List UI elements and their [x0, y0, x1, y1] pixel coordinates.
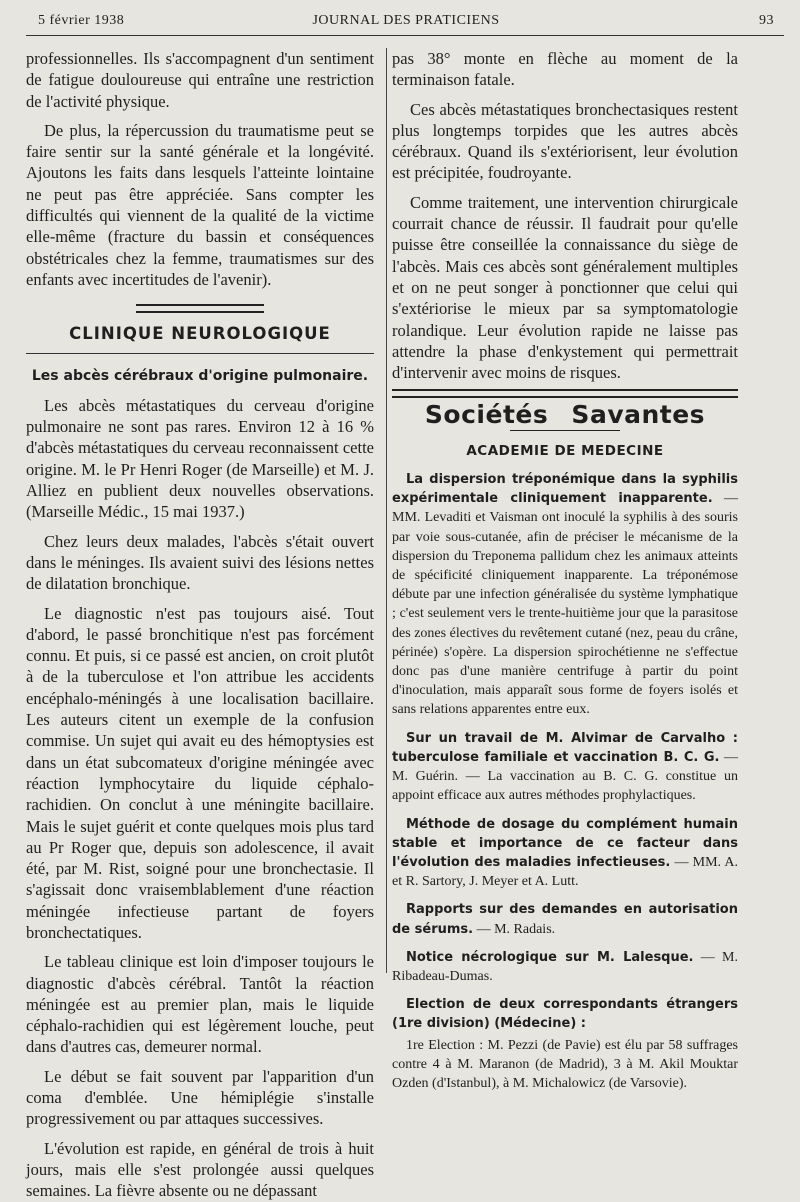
paragraph: Ces abcès métastatiques bronchectasiques restent plus longtemps torpides que les autres abcès cérébraux. Quand ils s'extériorisent, leur évolution est précipitée, foudroyante. [392, 99, 738, 183]
paragraph: Le diagnostic n'est pas toujours aisé. Tout d'abord, le passé bronchitique n'est pas forcément connu. Et puis, si ce passé est ancien, on croit plutôt à de la tuberculose et l'on attribue les accidents encéphalo-méningés à une localisation bacillaire. Les auteurs citent un exemple de la confusion commise. Un sujet qui avait eu des hémoptysies est dans un état subcomateux d'origine méningée avec réaction lymphocytaire du liquide céphalo-rachidien. On conclut à une méningite bacillaire. Mais le sujet guérit et conte quelques mois plus tard au Pr Roger que, depuis son adolescence, il avait été, par M. Rist, soigné pour une bronchectasie. Il s'agissait donc vraisemblablement d'une réaction méningée infectieuse partant de foyers bronchectatiques. [26, 603, 374, 942]
paragraph: De plus, la répercussion du traumatisme peut se faire sentir sur la santé générale et la longévité. Ajoutons les faits dans lesquels l'atteinte lointaine ne peut pas être appréciée. Sans compter les difficultés qui viennent de la qualité de la victime elle-même (fracture du bassin et conséquences obstétricales chez la femme, traumatismes sur des enfants avec incertitudes de l'avenir). [26, 120, 374, 289]
paragraph: Le tableau clinique est loin d'imposer toujours le diagnostic d'abcès cérébral. Tantôt la réaction méningée est au premier plan, mais le liquide céphalo-rachidien qui est légèrement louche, peut dans d'autres cas, demeurer normal. [26, 952, 374, 1057]
column-divider [386, 48, 387, 973]
item-body: — M. Guérin. — La vaccination au B. C. G. constitue un appoint efficace aux autres méthodes prophylactiques. [392, 749, 738, 804]
item-title: Méthode de dosage du complément humain stable et importance de ce facteur dans l'évolution des maladies infectieuses. [392, 816, 738, 870]
paragraph: Chez leurs deux malades, l'abcès s'était ouvert dans le méninges. Ils avaient suivi des lésions nettes de dilatation bronchique. [26, 531, 374, 594]
item-title: Rapports sur des demandes en autorisation de sérums. [392, 902, 738, 937]
running-header [38, 13, 774, 35]
paragraph: Les abcès métastatiques du cerveau d'origine pulmonaire ne sont pas rares. Environ 12 à 16 % d'abcès métastatiques du cerveau reconnaissent cette origine. M. le Pr Henri Roger (de Marseille) et M. J. Alliez en publient deux nouvelles observations. (Marseille Médic., 15 mai 1937.) [26, 395, 374, 522]
section-title: CLINIQUE NEUROLOGIQUE [69, 324, 331, 344]
section-ornament-rule [136, 304, 264, 313]
item-title: La dispersion tréponémique dans la syphilis expérimentale cliniquement inapparente. [392, 472, 738, 507]
paragraph: pas 38° monte en flèche au moment de la terminaison fatale. [392, 49, 738, 90]
list-item [392, 815, 738, 892]
paragraph: L'évolution est rapide, en général de trois à huit jours, mais elle s'est prolongée aussi quelques semaines. La fièvre absente ou ne dépassant [26, 1138, 374, 1201]
header-rule [26, 35, 784, 36]
list-item [392, 900, 738, 938]
item-body: — MM. A. et R. Sartory, J. Meyer et A. Lutt. [392, 854, 739, 890]
item-title: Election de deux correspondants étrangers (1re division) (Médecine) : [392, 997, 738, 1032]
issue-date: 5 février 1938 [38, 13, 125, 28]
list-item [392, 470, 738, 720]
list-item [392, 948, 738, 986]
section-title: Sociétés Savantes [424, 400, 706, 430]
item-title: Sur un travail de M. Alvimar de Carvalho : tuberculose familiale et vaccination B. C. G. [392, 730, 738, 765]
paragraph: Comme traitement, une intervention chirurgicale courrait chance de réussir. Il faudrait pour qu'elle puisse être conseillée la connaissance du siège de l'abcès. Mais ces abcès sont généralement multiples et on ne peut songer à ponctionner que celui qui s'extériorise le mieux par sa symptomatologie rolandique. Leur évolution rapide ne laisse pas attendre la phase d'enkystement qui permettrait d'intervenir avec moins de risques. [392, 192, 738, 383]
list-item [392, 729, 738, 806]
item-body: — M. Ribadeau-Dumas. [392, 949, 738, 984]
paragraph: Le début se fait souvent par l'apparition d'un coma d'emblée. Une hémiplégie s'installe progressivement ou par attaques successives. [26, 1066, 374, 1129]
section-rule [510, 430, 620, 431]
right-column [392, 48, 738, 1102]
left-column [26, 48, 374, 1202]
paragraph: professionnelles. Ils s'accompagnent d'un sentiment de fatigue douloureuse qui entraîne une restriction de l'activité physique. [26, 49, 374, 111]
journal-title: JOURNAL DES PRATICIENS [312, 13, 500, 28]
section-ornament-rule [392, 389, 738, 398]
subsection-title: ACADEMIE DE MEDECINE [466, 442, 664, 459]
section-rule [26, 353, 374, 354]
item-body: — MM. Levaditi et Vaisman ont inoculé la syphilis à des souris par voie sous-cutanée, afin de préciser le mécanisme de la dispersion du Treponema pallidum chez les animaux atteints de spécificité cliniquement inapparente. La tréponémose débute par une infection généralisée du système lymphatique ; c'est seulement vers le trente-huitième jour que la parasitose des zones électives du revêtement cutané (nez, peau du crâne, périnée) s'opère. La dispersion spirochétienne ne s'effectue donc pas d'une manière centrifuge à partir du point d'inoculation, mais apparaît sous forme de foyers isolés et sans relations apparentes entre eux. [392, 491, 739, 718]
item-body: — M. Radais. [473, 921, 556, 937]
page-number: 93 [759, 13, 774, 28]
article-title: Les abcès cérébraux d'origine pulmonaire. [31, 367, 369, 384]
election-result: 1re Election : M. Pezzi (de Pavie) est élu par 58 suffrages contre 4 à M. Maranon (de Madrid), 3 à M. Akil Mouktar Ozden (d'Istanbul), à M. Michalowicz (de Varsovie). [392, 1037, 738, 1091]
item-title: Notice nécrologique sur M. Lalesque. [406, 949, 694, 965]
list-item [392, 995, 738, 1033]
